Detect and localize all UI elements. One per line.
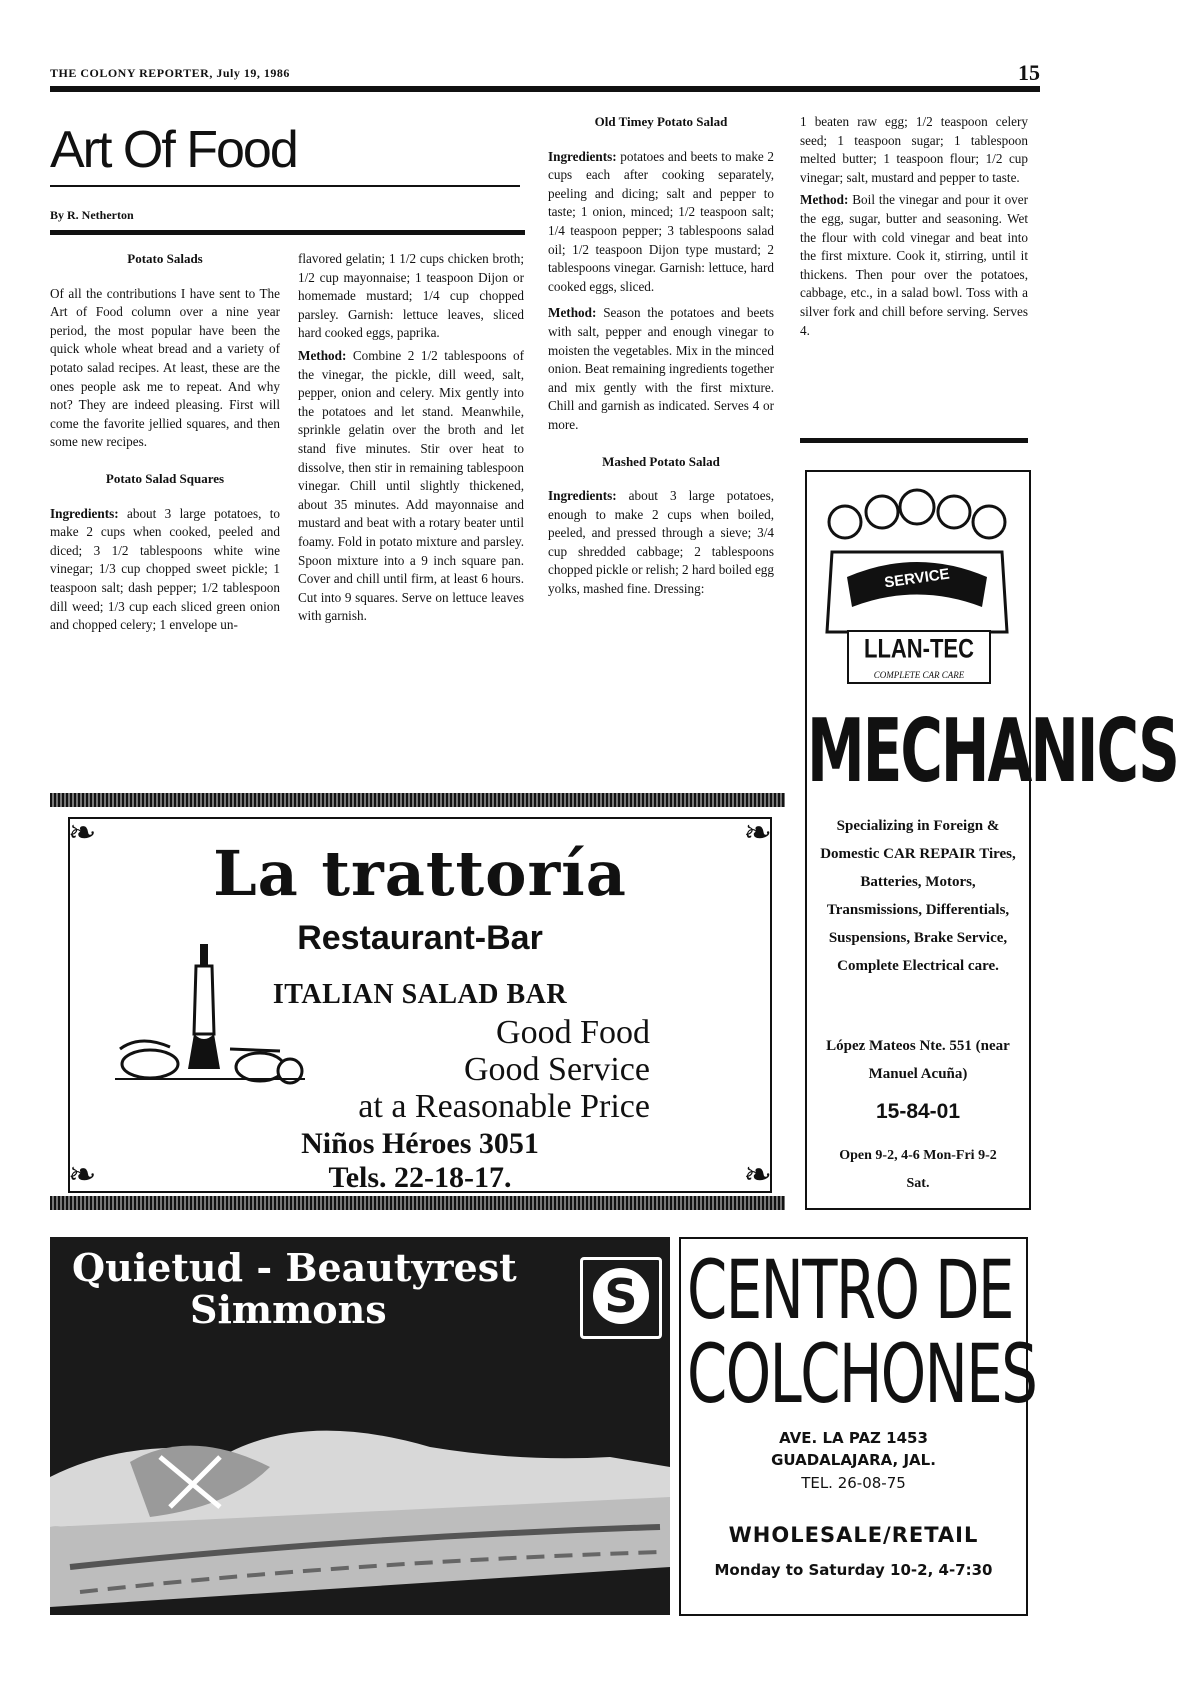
simmons-brand-line-1: Quietud - Beautyrest: [72, 1245, 517, 1290]
heading-potato-salads: Potato Salads: [127, 251, 203, 266]
ornament-top-left-icon: ❧: [68, 815, 97, 852]
title-rule: [50, 185, 520, 187]
mashed-ingredients-text: about 3 large potatoes, enough to make 2 cups when boiled, peeled, and pressed through a sieve; 3/4 cup shredded cabbage; 2 tablespoons chopped pickle or relish; 2 hard boiled egg yolks, mashed fine. Dressing:: [548, 488, 774, 597]
squares-method: [298, 347, 524, 626]
squares-ingredients: [50, 505, 280, 635]
trattoria-bottom-bar: [50, 1196, 785, 1210]
simmons-ad: [50, 1237, 670, 1615]
trattoria-subtitle: Restaurant-Bar: [297, 919, 543, 957]
method-label: Method:: [298, 347, 347, 363]
ingredients-label: Ingredients:: [548, 148, 617, 164]
llantec-phone: 15-84-01: [875, 1100, 961, 1123]
centro-hours: Monday to Saturday 10-2, 4-7:30: [714, 1561, 993, 1579]
trattoria-ad: [68, 817, 772, 1193]
trattoria-name: La trattoría: [213, 837, 627, 910]
old-timey-ingredients-text: potatoes and beets to make 2 cups each after cooking separately, peeling and dicing; salt and pepper to taste; 1 onion, minced; 1/2 teaspoon salt; 1/4 teaspoon pepper; 3 tablespoons salad oil; 1/2 teaspoon Dijon type mustard; 2 tablespoons vinegar. Garnish: lettuce, hard cooked eggs, sliced.: [548, 148, 775, 294]
article-column-2: [298, 250, 524, 644]
byline: By R. Netherton: [50, 208, 134, 222]
centro-address-line-1: AVE. LA PAZ 1453: [779, 1429, 928, 1447]
trattoria-top-bar: [50, 793, 785, 807]
method-label: Method:: [800, 192, 849, 208]
heading-mashed-potato-salad: Mashed Potato Salad: [602, 453, 720, 469]
mechanics-headline: MECHANICS: [807, 700, 1178, 802]
article-column-3: [548, 113, 774, 617]
llantec-name: LLAN-TEC: [864, 633, 974, 664]
llantec-address: López Mateos Nte. 551 (near Manuel Acuña): [826, 1038, 1010, 1082]
trattoria-address: Niños Héroes 3051: [301, 1127, 539, 1160]
trattoria-line-good-service: Good Service: [463, 1051, 650, 1088]
centro-address-line-2: GUADALAJARA, JAL.: [771, 1451, 936, 1469]
simmons-brand-line-2: Simmons: [190, 1287, 387, 1332]
method-label: Method:: [548, 305, 597, 321]
centro-colchones-ad: [679, 1237, 1037, 1616]
mashed-method: [800, 191, 1028, 340]
trattoria-phones: Tels. 22-18-17.: [328, 1161, 512, 1194]
column-4-rule: [800, 438, 1028, 443]
bottle-and-food-illustration: [110, 939, 310, 1089]
service-sign-text: SERVICE: [883, 565, 951, 592]
centro-wholesale-retail: WHOLESALE/RETAIL: [728, 1523, 979, 1547]
heading-old-timey-potato-salad: Old Timey Potato Salad: [594, 114, 728, 129]
article-column-4: [800, 113, 1028, 358]
ingredients-label: Ingredients:: [50, 505, 119, 521]
llantec-ad: [805, 470, 1178, 1210]
squares-ingredients-text: about 3 large potatoes, to make 2 cups when cooked, peeled and diced; 3 1/2 tablespoons white wine vinegar; 1/3 cup chopped sweet pickle; 1 teaspoon salt; dash pepper; 1/2 tablespoon dill weed; 1/3 cup each sliced green onion and chopped celery; 1 envelope un-: [50, 505, 281, 633]
sleeping-figure-on-mattress-illustration: [50, 1367, 670, 1615]
centro-telephone: TEL. 26-08-75: [801, 1474, 906, 1492]
article-title: Art Of Food: [50, 121, 297, 179]
squares-method-text: Combine 2 1/2 tablespoons of the vinegar, the pickle, dill weed, salt, pepper, onion and celery. Mix gently into the potatoes and let stand. Meanwhile, sprinkle gelatin over the broth and let stand five minutes. Stir over heat to dissolve, then stir in remaining tablespoon vinegar. Chill until slightly thickened, about 35 minutes. Add mayonnaise and mustard and beat with a rotary beater until foamy. Fold in potato mixture and parsley. Spoon mixture into a 9 inch square pan. Cover and chill until firm, at least 6 hours. Cut into 9 squares. Serve on lettuce leaves with garnish.: [298, 347, 524, 624]
simmons-logo-letter: S: [593, 1268, 649, 1324]
llantec-hours: Open 9-2, 4-6 Mon-Fri 9-2 Sat.: [839, 1148, 997, 1191]
heading-potato-salad-squares: Potato Salad Squares: [105, 470, 225, 486]
llantec-description: Specializing in Foreign & Domestic CAR REPAIR Tires, Batteries, Motors, Transmissions, Differentials, Suspensions, Brake Service, Complete Electrical care.: [820, 818, 1016, 974]
masthead-title: THE COLONY REPORTER, July 19, 1986: [50, 66, 290, 80]
trattoria-line-good-food: Good Food: [496, 1014, 650, 1051]
old-timey-method: [548, 304, 774, 434]
trattoria-line-reasonable-price: at a Reasonable Price: [358, 1088, 650, 1125]
intro-paragraph: Of all the contributions I have sent to The Art of Food column over a nine year period, the most popular have been the quick whole wheat bread and a variety of potato salad recipes. At least, these are the ones people ask me to repeat. And why not? They are indeed pleasing. First will come the favorite jellied squares, and then some new recipes.: [50, 285, 280, 450]
centro-headline-line-2: COLCHONES: [687, 1327, 1037, 1422]
mashed-method-text: Boil the vinegar and pour it over the egg, sugar, butter and seasoning. Wet the flour with cold vinegar and beat into the first mixture. Cook it, stirring, until it thickens. Then pour over the potatoes, cabbage, etc., in a salad bowl. Toss with a silver fork and chill before serving. Serves 4.: [800, 192, 1028, 338]
byline-rule: [50, 230, 525, 235]
page-number: 15: [1018, 60, 1040, 85]
centro-headline-line-1: CENTRO DE: [687, 1243, 1013, 1338]
mashed-dressing: 1 beaten raw egg; 1/2 teaspoon celery seed; 1 teaspoon sugar; 1 tablespoon melted butter; 1 teaspoon flour; 1/2 cup vinegar; salt, mustard and pepper to taste.: [800, 114, 1028, 185]
ingredients-label: Ingredients:: [548, 488, 617, 504]
llantec-logo-box: [847, 630, 991, 684]
mashed-ingredients: [548, 487, 774, 599]
llantec-tagline: COMPLETE CAR CARE: [873, 670, 965, 680]
masthead: [50, 60, 1040, 88]
mechanics-cartoon-illustration: [817, 482, 1017, 632]
ornament-bottom-left-icon: ❧: [68, 1157, 97, 1194]
squares-ingredients-continued: flavored gelatin; 1 1/2 cups chicken broth; 1/2 cup mayonnaise; 1 teaspoon Dijon or homemade mustard; 1/4 cup chopped parsley. Garnish: lettuce leaves, sliced hard cooked eggs, paprika.: [298, 251, 524, 341]
article-column-1: [50, 250, 280, 653]
old-timey-ingredients: [548, 148, 774, 297]
ornament-top-right-icon: ❧: [743, 815, 772, 852]
trattoria-salad-bar: ITALIAN SALAD BAR: [272, 979, 568, 1010]
simmons-logo-icon: [580, 1257, 662, 1339]
old-timey-method-text: Season the potatoes and beets with salt, pepper and enough vinegar to moisten the vegetables. Mix in the minced onion. Beat remaining ingredients together and mix gently with the first mixture. Chill and garnish as indicated. Serves 4 or more.: [548, 305, 775, 432]
masthead-rule: [50, 86, 1040, 92]
ornament-bottom-right-icon: ❧: [743, 1157, 772, 1194]
